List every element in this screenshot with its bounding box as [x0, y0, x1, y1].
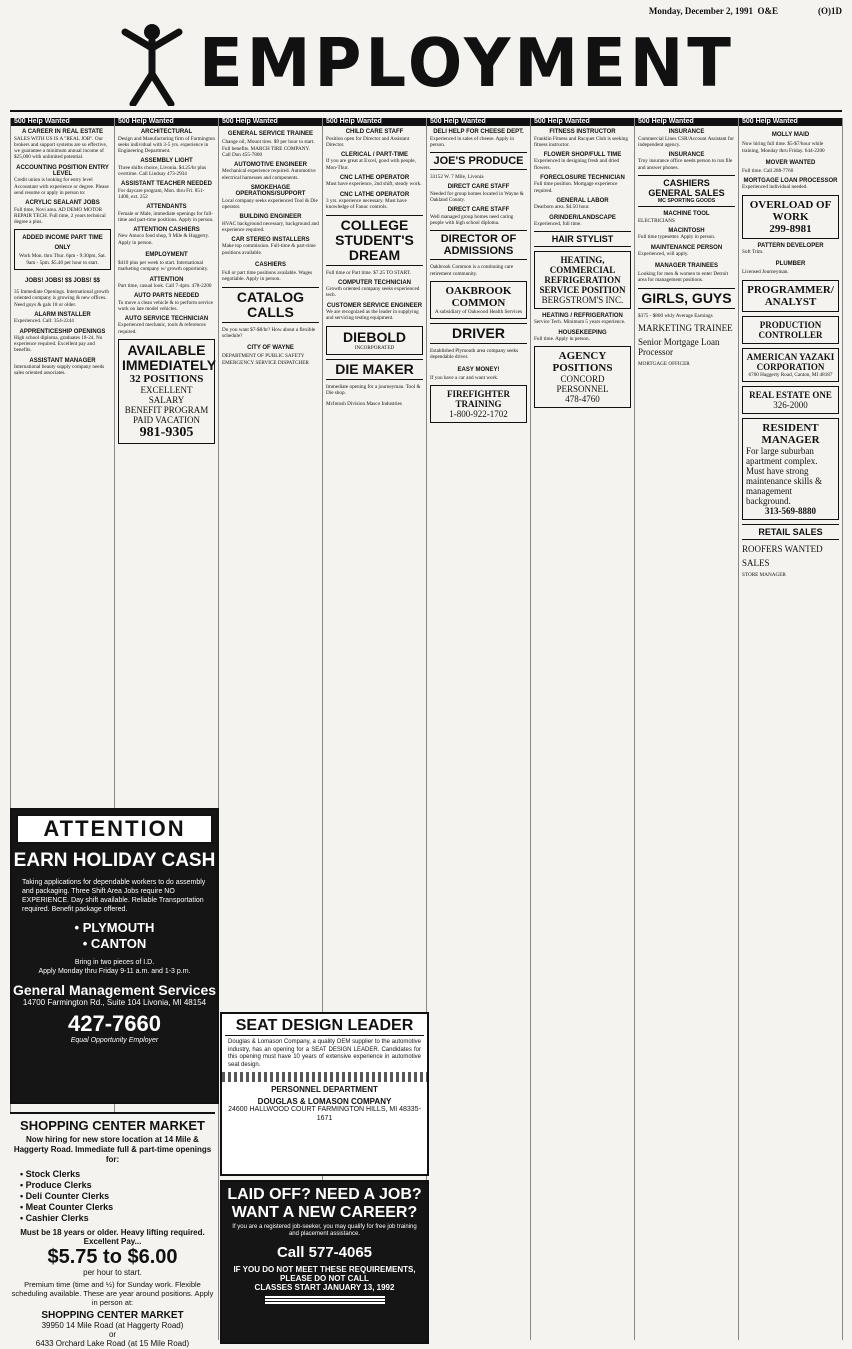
ad-text: Full time, Novi area. AD DEMO MOTOR REPAIR TECH. Full time, 2 years technical degree a plus.: [14, 206, 106, 226]
bullet-item: EXCELLENT SALARY: [140, 385, 193, 406]
ad-title: DIRECT CARE STAFF: [447, 207, 510, 214]
ad-phone: 299-8981: [769, 222, 812, 235]
ad-title: CNC LATHE OPERATOR: [339, 175, 410, 182]
die-maker-ad: [326, 359, 423, 380]
ad-title: INSURANCE: [668, 129, 705, 136]
director-admissions-ad: [430, 230, 527, 260]
ad-title: CHILD CARE STAFF: [345, 129, 404, 136]
ad-hours: Bring in two pieces of I.D.: [74, 959, 155, 966]
position-item: • Stock Clerks: [20, 1169, 81, 1179]
ad-title: EASY MONEY!: [457, 366, 500, 373]
ad-title: MOLLY MAID: [771, 132, 810, 139]
ad-phone: 326-2000: [773, 399, 808, 410]
ad-title: OAKBROOK COMMON: [445, 284, 512, 309]
ad-text: 33152 W. 7 Mile, Livonia: [430, 174, 484, 181]
ad-text: Growth oriented company seeks experienced tech.: [326, 286, 420, 299]
ad-phone: 313-569-8880: [765, 505, 816, 516]
equal-opportunity-text: Equal Opportunity Employer: [70, 1037, 159, 1044]
ad-text: Local company seeks experienced Tool & Die operator.: [222, 197, 318, 210]
ad-text: Troy insurance office needs person to run file and answer phones.: [638, 158, 733, 171]
available-immediately-ad: [118, 339, 215, 444]
ad-title: AGENCY POSITIONS: [552, 350, 613, 375]
ad-text: Looking for men & women to enter Detroit area for management positions.: [638, 271, 729, 284]
ad-address: 24600 HALLWOOD COURT FARMINGTON HILLS, MI 48335-1671: [228, 1106, 421, 1122]
ad-text: To move a clean vehicle & to perform service work on late model vehicles.: [118, 299, 213, 312]
ad-block: [222, 185, 319, 210]
retail-sales-ad: [742, 524, 839, 540]
folio-line: [10, 6, 842, 16]
ad-title: COLLEGE STUDENT'S DREAM: [335, 216, 414, 263]
ad-block: [638, 129, 735, 148]
ad-block: [118, 293, 215, 312]
ad-block: [118, 227, 215, 246]
ad-block: [534, 313, 631, 326]
heating-ad: [534, 251, 631, 309]
section-header: 500 Help Wanted: [11, 118, 114, 126]
ad-text: Licensed Journeyman.: [742, 269, 789, 276]
ad-company: CONCORD PERSONNEL: [556, 374, 609, 395]
yazaki-ad: [742, 348, 839, 382]
ad-title: ATTENTION CASHIERS: [133, 227, 200, 234]
ad-block: [118, 204, 215, 223]
ad-title: AMERICAN YAZAKI CORPORATION: [746, 351, 835, 372]
position-item: • Produce Clerks: [20, 1180, 92, 1190]
stick-figure-icon: [117, 22, 187, 106]
ad-block: [118, 181, 215, 200]
ad-title: MORTGAGE OFFICER: [638, 361, 690, 368]
ad-text: Immediate opening for a journeyman. Tool & Die shop.: [326, 383, 421, 397]
location-item: • CANTON: [82, 936, 147, 951]
ad-block: [222, 129, 319, 158]
ad-title: COMPUTER TECHNICIAN: [338, 279, 411, 286]
ad-title: ROOFERS WANTED: [742, 543, 823, 554]
ad-intro: Now hiring for new store location at 14 Mile & Haggerty Road. Immediate full & part-time openings for:: [13, 1135, 212, 1164]
ad-title: LAID OFF? NEED A JOB? WANT A NEW CAREER?: [227, 1186, 422, 1221]
cashiers-ad: [638, 175, 735, 207]
logo-text: DIEBOLD: [343, 328, 406, 345]
ad-text: Female or Male, immediate openings for full-time and part-time positions. Apply in person.: [118, 210, 214, 223]
ad-phone: 981-9305: [139, 425, 194, 441]
ad-store-name: SHOPPING CENTER MARKET: [41, 1310, 184, 1321]
ad-title: APPRENTICESHIP OPENINGS: [19, 328, 106, 335]
section-header: 500 Help Wanted: [115, 118, 218, 126]
ad-headline: EARN HOLIDAY CASH: [13, 850, 216, 871]
diebold-logo: [326, 326, 423, 355]
column-7: [635, 118, 739, 1340]
logo-sub: INCORPORATED: [354, 344, 395, 351]
column-6: [531, 118, 635, 1340]
ad-text: High school diploma, graduates 18-24. No experience required. Excellent pay and benefits.: [14, 334, 103, 354]
ad-title: HEATING, COMMERCIAL REFRIGERATION SERVICE POSITION: [539, 255, 626, 296]
ad-text: DEPARTMENT OF PUBLIC SAFETY EMERGENCY SERVICE DISPATCHER: [222, 353, 309, 366]
ad-block: [118, 129, 215, 154]
ad-text: Well managed group homes need caring people with high school diploma.: [430, 213, 514, 226]
ad-block: [638, 245, 735, 258]
ad-text: Do you want $7-$8/hr? How about a flexible schedule?: [222, 326, 316, 339]
ad-text: Experienced individual needed.: [742, 184, 808, 191]
ad-title: ASSISTANT MANAGER: [29, 357, 96, 364]
ad-title: MARKETING TRAINEE: [638, 323, 733, 334]
ad-text: Experienced in designing fresh and dried flowers.: [534, 158, 620, 171]
ad-text: For daycare program, Mon. thru Fri. 851-1400, ext. 252: [118, 187, 205, 200]
location-list: [12, 920, 217, 952]
ad-title: REAL ESTATE ONE: [749, 389, 832, 400]
attention-ad: [10, 808, 219, 1104]
ad-block: [326, 175, 423, 188]
ad-title: SHOPPING CENTER MARKET: [20, 1118, 205, 1133]
ad-text: If you are great at Excel, good with people, Mon-Thur.: [326, 158, 416, 171]
ad-text: If you are a registered job-seeker, you may qualify for free job training and placement assistance.: [232, 1224, 417, 1237]
ad-text: ELECTRICIANS: [638, 217, 675, 224]
ad-location: 6433 Orchard Lake Road (at 15 Mile Road): [35, 1339, 190, 1348]
ad-or: or: [108, 1330, 117, 1339]
ad-title: INSURANCE: [668, 152, 705, 159]
ad-location: 39950 14 Mile Road (at Haggerty Road): [41, 1321, 184, 1330]
ad-company: DOUGLAS & LOMASON COMPANY: [257, 1097, 392, 1106]
firefighter-ad: [430, 385, 527, 423]
ad-title: ACRYLIC SEALANT JOBS: [25, 200, 100, 207]
ad-title: MACHINE TOOL: [663, 211, 710, 218]
folio-page: (O)1D: [818, 6, 842, 16]
ad-title: DELI HELP FOR CHEESE DEPT.: [433, 129, 524, 136]
ad-block: [222, 214, 319, 233]
ad-title: DIRECT CARE STAFF: [447, 184, 510, 191]
ad-title: DIE MAKER: [335, 360, 414, 377]
ad-title: MACINTOSH: [668, 227, 705, 234]
ad-block: [430, 184, 527, 203]
ad-wage: $5.75 to $6.00: [47, 1246, 178, 1268]
ad-text: Dearborn area. $4.50 hour.: [534, 204, 590, 211]
flag-stripes-icon: [265, 1296, 385, 1304]
ad-text: Work Mon. thru Thur. 6pm - 9:30pm, Sat. 9am - 5pm. $5.40 per hour to start.: [19, 253, 106, 266]
ad-title: PROGRAMMER/ ANALYST: [747, 283, 834, 308]
section-header: 500 Help Wanted: [739, 118, 842, 126]
ad-title: ATTENDANTS: [146, 204, 187, 211]
ad-text: Full time position. Mortgage experience required.: [534, 181, 618, 194]
ad-block: [742, 178, 839, 191]
ad-title: ADDED INCOME PART TIME ONLY: [22, 235, 103, 252]
ad-block: [222, 237, 319, 256]
ad-title: PATTERN DEVELOPER: [757, 242, 824, 249]
driver-ad: [430, 323, 527, 344]
ad-title: SALES: [742, 557, 770, 568]
ad-title: RETAIL SALES: [758, 526, 823, 537]
ad-title: AVAILABLE IMMEDIATELY: [122, 342, 217, 374]
ad-wage-unit: per hour to start.: [83, 1268, 142, 1277]
ad-text: Commercial Lines CSR/Account Assistant for independent agency.: [638, 135, 734, 148]
ad-block: [14, 274, 111, 308]
ad-text: For large suburban apartment complex. Must have strong maintenance skills & management background.: [746, 445, 822, 506]
ad-text: Experienced. Call: 354-2244: [14, 318, 74, 325]
ad-block: [430, 365, 527, 381]
filler-text: [118, 448, 215, 454]
ad-block: [534, 129, 631, 148]
ad-text: Needed for group homes located in Wayne & Oakland County.: [430, 190, 524, 204]
ad-text: HVAC background necessary, background and experience required.: [222, 220, 319, 233]
ad-classes: CLASSES START JANUARY 13, 1992: [254, 1283, 395, 1292]
seat-design-ad: [220, 1012, 429, 1176]
oakbrook-ad: [430, 281, 527, 319]
masthead: [10, 18, 842, 112]
joes-produce-ad: [430, 152, 527, 170]
ad-block: [14, 129, 111, 160]
ad-subtitle: GENERAL SALES: [648, 188, 725, 199]
ad-title: CATALOG CALLS: [236, 288, 305, 320]
section-header: 500 Help Wanted: [427, 118, 530, 126]
ad-text: 3 yrs. experience necessary. Must have knowledge of Fanuc controls.: [326, 197, 407, 211]
ad-title: AUTO SERVICE TECHNICIAN: [124, 316, 209, 323]
ad-text: Franklin Fitness and Racquet Club is seeking fitness instructor.: [534, 135, 628, 148]
ad-text: Oakbrook Common is a continuing care retirement community.: [430, 264, 514, 277]
ad-title: HAIR STYLIST: [551, 234, 614, 245]
ad-title: FIREFIGHTER TRAINING: [446, 389, 510, 410]
ad-text: Part time, casual look. Call 7-4pm. 478-2200: [118, 282, 212, 289]
ad-block: [14, 165, 111, 196]
ad-block: [14, 229, 111, 270]
resident-manager-ad: [742, 418, 839, 520]
ad-note: IF YOU DO NOT MEET THESE REQUIREMENTS, PLEASE DO NOT CALL: [233, 1265, 416, 1283]
ad-block: [14, 312, 111, 325]
ad-title: SMOKEHAGE OPERATIONS/SUPPORT: [235, 185, 306, 198]
ad-block: [14, 329, 111, 354]
ad-text: Design and Manufacturing firm of Farmington seeks individual with 3-5 yrs. experience in Engineering Department.: [118, 135, 215, 155]
agency-ad: [534, 346, 631, 408]
ad-title: ATTENTION: [149, 276, 184, 283]
ad-block: [222, 260, 319, 283]
ad-text: Experienced in sales of cheese. Apply in person.: [430, 135, 514, 148]
ad-text: Full time. Call 288-7760: [742, 167, 794, 174]
catalog-calls-ad: [222, 287, 319, 323]
ad-block: [118, 316, 215, 335]
girls-guys-ad: [638, 288, 735, 309]
ad-title: MAINTENANCE PERSON: [650, 244, 723, 251]
ad-phone: 427-7660: [68, 1011, 161, 1036]
ad-company: McIntosh Division Masco Industries: [326, 400, 402, 407]
ad-text: Full time or Part time. $7.25 TO START.: [326, 269, 411, 276]
ad-title: CASHIERS: [663, 178, 710, 189]
ad-title: ASSISTANT TEACHER NEEDED: [121, 181, 212, 188]
ad-text: Three shifts choice, Livonia. $4.25/hr plus overtime. Call Lindsay 473-2934: [118, 164, 207, 178]
ad-block: [638, 152, 735, 171]
ad-block: [222, 343, 319, 366]
ad-text: If you have a car and want work.: [430, 374, 499, 381]
ad-text: 35 Immediate Openings. International growth oriented company is growing & new offices. Need guys & gals 18 or older.: [14, 289, 109, 308]
ad-title: GRINDER/LANDSCAPE: [549, 214, 616, 221]
ad-title: RESIDENT MANAGER: [761, 421, 820, 446]
ad-title: SEAT DESIGN LEADER: [225, 1017, 424, 1036]
ad-title: CASHIERS: [254, 262, 286, 269]
ad-title: ALARM INSTALLER: [34, 311, 91, 318]
ad-title: HEATING / REFRIGERATION: [542, 313, 623, 320]
ad-title: GENERAL SERVICE TRAINEE: [227, 131, 314, 138]
programmer-ad: [742, 280, 839, 312]
ad-title: DIRECTOR OF ADMISSIONS: [440, 233, 517, 258]
section-header: 500 Help Wanted: [635, 118, 738, 126]
ad-block: [118, 250, 215, 273]
section-header: 500 Help Wanted: [323, 118, 426, 126]
ad-block: [14, 200, 111, 225]
ad-title: JOE'S PRODUCE: [433, 155, 524, 168]
ad-text: Must have experience, 2nd shift, steady work.: [326, 181, 422, 188]
ad-block: [638, 211, 735, 224]
ad-company: MC SPORTING GOODS: [657, 198, 716, 205]
section-header: 500 Help Wanted: [219, 118, 322, 126]
ad-title: CLERICAL / PART-TIME: [340, 152, 409, 159]
ad-text: New Amoco food shop, 9 Mile & Haggerty. Apply in person.: [118, 233, 210, 246]
ad-text: Experienced mechanic, tools & references required.: [118, 322, 206, 335]
bullet-item: PAID VACATION: [132, 415, 201, 426]
ad-title: GIRLS, GUYS: [641, 289, 732, 306]
ad-title: ARCHITECTURAL: [140, 129, 193, 136]
real-estate-one-ad: [742, 386, 839, 414]
hair-stylist-ad: [534, 231, 631, 247]
ad-title: FITNESS INSTRUCTOR: [549, 129, 616, 136]
ad-text: Position open for Director and Assistant Director.: [326, 135, 410, 148]
ad-apply: Premium time (time and ½) for Sunday work. Flexible scheduling available. These are year around positions. Apply in person at:: [11, 1280, 214, 1307]
location-item: • PLYMOUTH: [74, 920, 155, 935]
ad-title: Senior Mortgage Loan Processor: [638, 337, 720, 358]
ad-block: [14, 358, 111, 377]
ad-block: [430, 207, 527, 226]
section-header: 500 Help Wanted: [531, 118, 634, 126]
divider: [222, 1072, 427, 1082]
ad-text: A subsidiary of Oakwood Health Services: [434, 308, 523, 315]
ad-title: CNC LATHE OPERATOR: [339, 191, 410, 198]
ad-title: AUTOMOTIVE ENGINEER: [234, 162, 307, 169]
ad-text: Experienced, full time.: [534, 220, 582, 227]
ad-title: MANAGER TRAINEES: [654, 263, 718, 270]
ad-title: MORTGAGE LOAN PROCESSOR: [743, 178, 838, 185]
ad-block: [534, 330, 631, 343]
column-5: [427, 118, 531, 1340]
ad-address: 6700 Haggerty Road, Canton, MI 48187: [748, 371, 833, 378]
college-student-ad: [326, 215, 423, 266]
ad-phone: 478-4760: [565, 394, 600, 405]
ad-text: Service Tech. Minimum 5 years experience.: [534, 319, 626, 326]
ad-text: International beauty supply company needs sales oriented associates.: [14, 364, 105, 377]
ad-block: [118, 158, 215, 177]
laid-off-ad: [220, 1180, 429, 1344]
ad-address: 14700 Farmington Rd., Suite 104 Livonia, MI 48154: [22, 998, 207, 1007]
ad-title: CITY OF WAYNE: [247, 345, 294, 352]
ad-title: JOBS! JOBS! $$ JOBS! $$: [24, 278, 101, 285]
ad-title: STORE MANAGER: [742, 571, 786, 578]
ad-block: [638, 261, 735, 284]
ad-department: PERSONNEL DEPARTMENT: [271, 1085, 378, 1094]
ad-block: [326, 152, 423, 171]
ad-block: [638, 228, 735, 241]
ad-text: Experienced, will apply.: [638, 250, 689, 257]
ad-text: Now hiring full time. $5-$7/hour while training, Monday thru Friday. 644-2200: [742, 141, 825, 154]
ad-phone: 1-800-922-1702: [449, 409, 508, 420]
ad-block: [534, 215, 631, 228]
ad-company: General Management Services: [12, 982, 217, 998]
ad-block: [222, 162, 319, 181]
ad-title: CUSTOMER SERVICE ENGINEER: [326, 302, 423, 309]
position-list: [20, 1169, 215, 1224]
ad-block: [742, 243, 839, 256]
overload-ad: [742, 195, 839, 239]
ad-text: We are recognized as the leader in supplying and servicing testing equipment.: [326, 309, 419, 322]
position-item: • Deli Counter Clerks: [20, 1191, 110, 1201]
ad-title: MOVER WANTED: [765, 159, 816, 166]
ad-title: HOUSEKEEPING: [558, 329, 607, 336]
ad-subtitle: 32 POSITIONS: [129, 373, 204, 386]
ad-block: [742, 158, 839, 174]
ad-text: $410 plus per week to start. International marketing company w/ growth opportunity.: [118, 260, 209, 273]
ad-block: [534, 198, 631, 211]
ad-title: FLOWER SHOP/FULL TIME: [543, 152, 622, 159]
ad-title: GENERAL LABOR: [556, 197, 609, 204]
ad-title: ACCOUNTING POSITION ENTRY LEVEL: [16, 164, 109, 178]
ad-text: Full time typesetter. Apply in person.: [638, 234, 716, 241]
ad-block: [118, 277, 215, 290]
ad-phone: Call 577-4065: [276, 1244, 373, 1261]
folio-date: Monday, December 2, 1991 O&E: [648, 6, 778, 16]
production-controller-ad: [742, 316, 839, 344]
ad-text: Douglas & Lomason Company, a quality OEM supplier to the automotive industry, has an opening for a SEAT DESIGN LEADER. Candidates for this opening must have 10 years of extensive experience in automotive seat design.: [228, 1039, 421, 1068]
bullet-item: BENEFIT PROGRAM: [124, 405, 209, 416]
ad-title: DRIVER: [452, 325, 505, 342]
ad-block: [326, 280, 423, 299]
ad-text: $375 - $800 wkly Average Earnings: [638, 312, 713, 319]
ad-text: Established Plymouth area company seeks dependable driver.: [430, 348, 519, 361]
page-title: EMPLOYMENT: [199, 25, 735, 103]
ad-title: OVERLOAD OF WORK: [749, 198, 832, 223]
ad-title: ATTENTION: [16, 814, 213, 844]
ad-block: [430, 129, 527, 148]
ad-block: [326, 303, 423, 322]
ad-block: [742, 259, 839, 275]
ad-text: Full time. Apply in person.: [534, 336, 590, 343]
ad-title: EMPLOYMENT: [145, 252, 188, 259]
ad-title: ASSEMBLY LIGHT: [140, 158, 193, 165]
column-8: [739, 118, 843, 1340]
ad-block: [534, 152, 631, 171]
ad-title: PLUMBER: [775, 261, 806, 268]
position-item: • Cashier Clerks: [20, 1213, 89, 1223]
ad-text: Mechanical experience required. Automotive electrical harnesses and components.: [222, 168, 316, 181]
ad-text: Make top commission. Full-time & part-time positions available.: [222, 243, 316, 256]
ad-text: Credit union is looking for entry level Accountant with experience or degree. Please send resume or apply in person to:: [14, 177, 109, 196]
ad-text: Soft Trim.: [742, 249, 764, 256]
ad-title: BUILDING ENGINEER: [239, 214, 302, 221]
ad-title: CAR STEREO INSTALLERS: [231, 237, 310, 244]
ad-text: Change oil, Mount tires. $9 per hour to start. Full benefits. MARCH TIRE COMPANY. Call Don 455-7800: [222, 139, 315, 158]
ad-apply: Apply Monday thru Friday 9-11 a.m. and 1-3 p.m.: [38, 968, 191, 975]
ad-block: [534, 175, 631, 194]
shopping-center-ad: [10, 1112, 215, 1348]
ad-block: [326, 129, 423, 148]
ad-title: A CAREER IN REAL ESTATE: [21, 129, 104, 136]
ad-title: AUTO PARTS NEEDED: [133, 293, 200, 300]
ad-title: PRODUCTION CONTROLLER: [758, 319, 823, 340]
position-item: • Meat Counter Clerks: [20, 1202, 114, 1212]
ad-block: [326, 192, 423, 211]
ad-text: Full or part time positions available. Wages negotiable. Apply in person.: [222, 270, 313, 283]
ad-requirements: Must be 18 years or older. Heavy lifting required. Excellent Pay...: [20, 1228, 205, 1246]
ad-company: BERGSTROM'S INC.: [541, 295, 624, 306]
ad-block: [742, 129, 839, 154]
ad-text: Taking applications for dependable workers to do assembly and packaging. Three Shift Area Jobs require NO EXPERIENCE. Day shift available. Reliable Transportation required. Benefit package offered.: [22, 879, 206, 913]
ad-text: SALES WITH US IS A "REAL JOB". Our brokers and support systems are so effective, we guarantee a minimum annual income of $25,000 with unlimited potential.: [14, 135, 108, 161]
ad-title: FORECLOSURE TECHNICIAN: [540, 175, 625, 182]
